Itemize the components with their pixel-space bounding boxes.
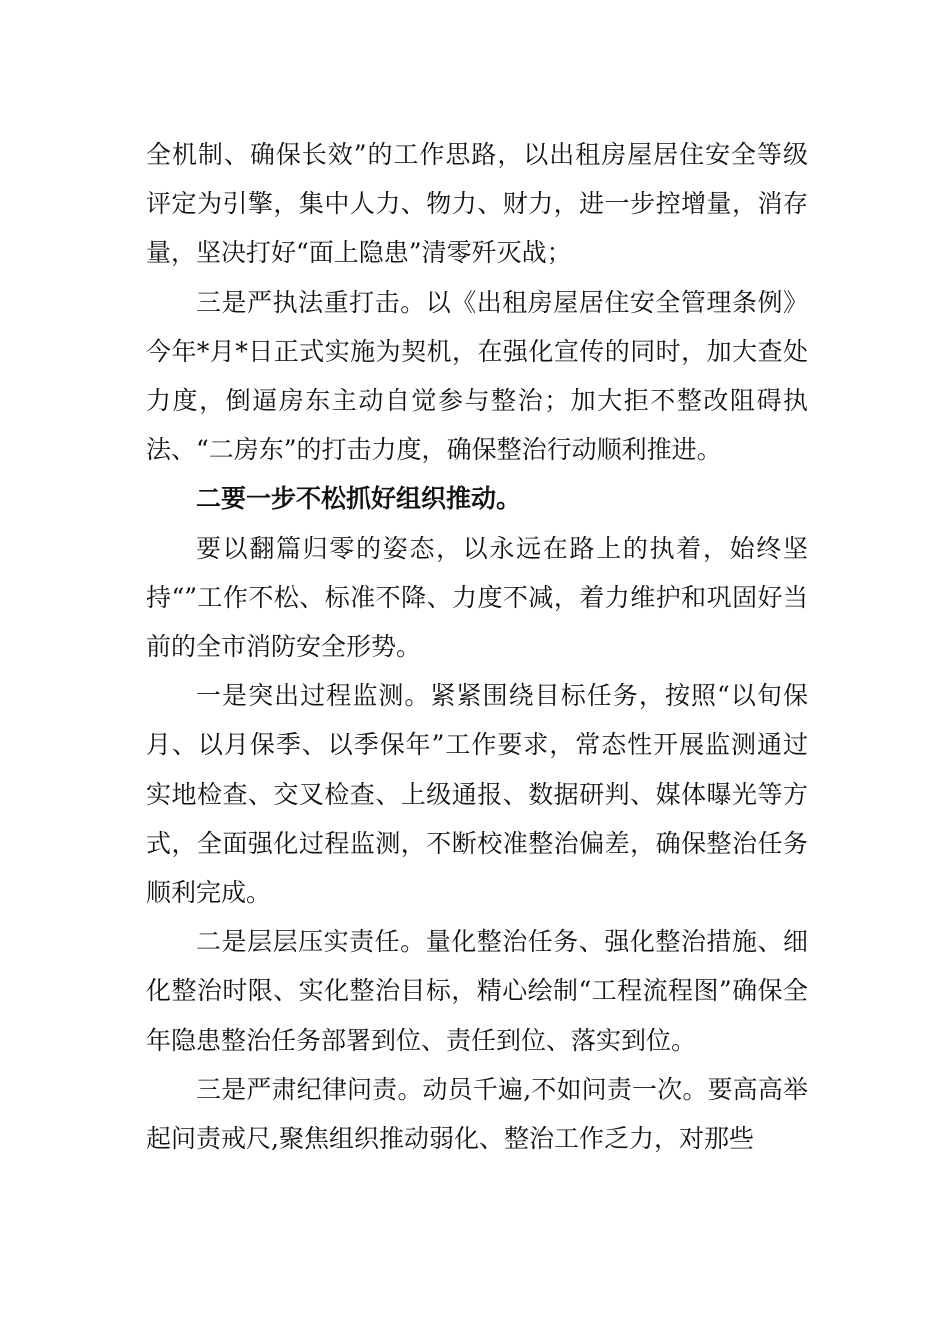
- section-heading-organization: 二要一步不松抓好组织推动。: [196, 484, 522, 514]
- paragraph-continued-approach: 全机制、确保长效”的工作思路，以出租房屋居住安全等级评定为引擎，集中人力、物力、财力，进一步控增量，消存量，坚决打好“面上隐患”清零歼灭战；: [146, 140, 808, 268]
- paragraph-responsibility: 二是层层压实责任。量化整治任务、强化整治措施、细化整治时限、实化整治目标，精心绘制“工程流程图”确保全年隐患整治任务部署到位、责任到位、落实到位。: [146, 927, 808, 1055]
- paragraph-process-monitoring: 一是突出过程监测。紧紧围绕目标任务，按照“以旬保月、以月保季、以季保年”工作要求，常态性开展监测通过实地检查、交叉检查、上级通报、数据研判、媒体曝光等方式，全面强化过程监测，不断校准整治偏差，确保整治任务顺利完成。: [146, 681, 808, 908]
- paragraph-strict-enforcement: 三是严执法重打击。以《出租房屋居住安全管理条例》今年*月*日正式实施为契机，在强化宣传的同时，加大查处力度，倒逼房东主动自觉参与整治；加大拒不整改阻碍执法、“二房东”的打击力度，确保整治行动顺利推进。: [146, 287, 808, 465]
- paragraph-discipline-accountability: 三是严肃纪律问责。动员千遍,不如问责一次。要高高举起问责戒尺,聚焦组织推动弱化、整治工作乏力，对那些: [146, 1074, 808, 1154]
- paragraph-reset-attitude: 要以翻篇归零的姿态，以永远在路上的执着，始终坚持“”工作不松、标准不降、力度不减，着力维护和巩固好当前的全市消防安全形势。: [146, 533, 808, 662]
- document-page: [146, 130, 808, 1163]
